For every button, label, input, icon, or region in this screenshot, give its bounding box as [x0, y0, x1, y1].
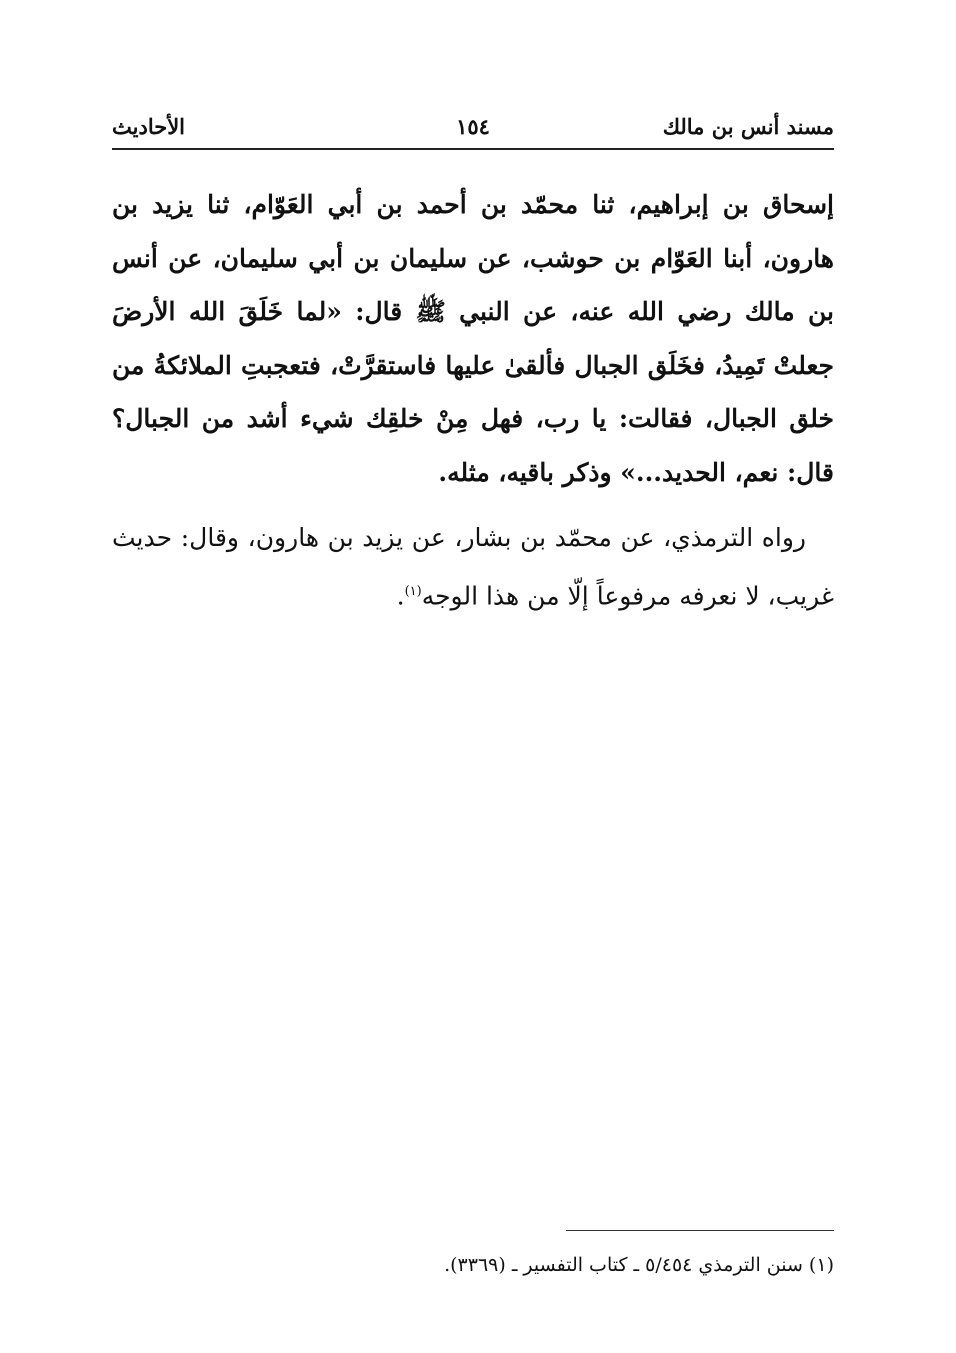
page-header	[112, 108, 834, 148]
hadith-paragraph: إسحاق بن إبراهيم، ثنا محمّد بن أحمد بن أبي العَوّام، ثنا يزيد بن هارون، أبنا العَوّام بن حوشب، عن سليمان بن أبي سليمان، عن أنس بن مالك رضي الله عنه، عن النبي ﷺ قال: «لما خَلَقَ الله الأرضَ جعلتْ تَمِيدُ، فخَلَق الجبال فألقىٰ عليها فاستقرَّتْ، فتعجبتِ الملائكةُ من خلق الجبال، فقالت: يا رب، فهل مِنْ خلقِك شيء أشد من الجبال؟ قال: نعم، الحديد...» وذكر باقيه، مثله.	[112, 190, 834, 487]
page-number: ١٥٤	[456, 114, 490, 139]
main-text	[112, 178, 834, 622]
commentary-paragraph	[112, 511, 834, 622]
commentary-text: رواه الترمذي، عن محمّد بن بشار، عن يزيد بن هارون، وقال: حديث غريب، لا نعرفه مرفوعاً إلّا من هذا الوجه	[112, 523, 834, 610]
book-title: مسند أنس بن مالك	[662, 114, 834, 139]
section-title: الأحاديث	[112, 114, 186, 139]
header-divider	[112, 148, 834, 150]
commentary-end: .	[396, 580, 405, 610]
footnote-marker: (١)	[404, 583, 422, 599]
footnote-divider	[566, 1230, 834, 1231]
footnote-1: (١) سنن الترمذي ٥/٤٥٤ ـ كتاب التفسير ـ (٣٣٦٩).	[444, 1254, 834, 1276]
